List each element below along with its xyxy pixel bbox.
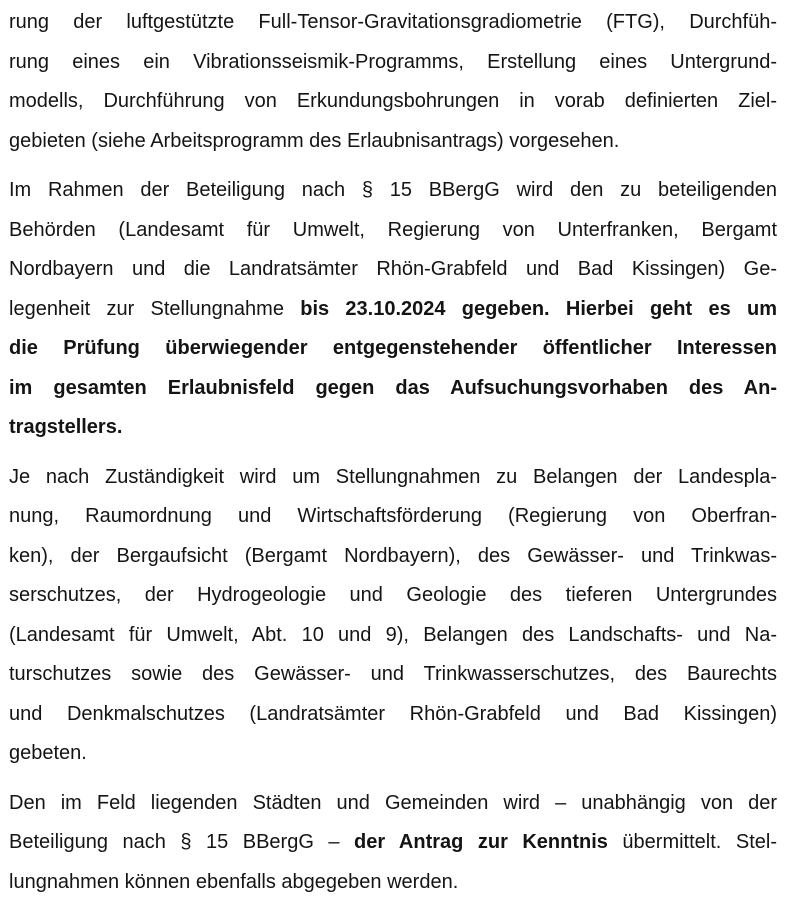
text-run: nung, Raumordnung und Wirtschaftsförderung (Regierung von Oberfran- <box>9 505 777 527</box>
text-line <box>9 863 777 903</box>
text-line <box>9 784 777 824</box>
text-line <box>9 211 777 251</box>
text-line <box>9 616 777 656</box>
text-line <box>9 458 777 498</box>
text-run: ken), der Bergaufsicht (Bergamt Nordbayern), des Gewässer- und Trinkwas- <box>9 544 777 567</box>
bold-text-run: im gesamten Erlaubnisfeld gegen das Aufsuchungsvorhaben des An- <box>9 376 777 399</box>
text-line <box>9 3 777 43</box>
paragraph <box>9 784 777 903</box>
text-line <box>9 250 777 290</box>
text-run: modells, Durchführung von Erkundungsbohrungen in vorab definierten Ziel- <box>9 90 777 112</box>
bold-text-run: der Antrag zur Kenntnis <box>354 831 608 853</box>
text-run: rung der luftgestützte Full-Tensor-Gravitationsgradiometrie (FTG), Durchfüh- <box>9 11 777 33</box>
text-run: Beteiligung nach § 15 BBergG – <box>9 831 355 853</box>
text-line <box>9 329 777 369</box>
text-line <box>9 122 777 162</box>
text-run: gebieten (siehe Arbeitsprogramm des Erlaubnisantrags) vorgesehen. <box>9 129 620 152</box>
text-run: turschutzes sowie des Gewässer- und Trinkwasserschutzes, des Baurechts <box>9 663 777 685</box>
text-line <box>9 290 777 330</box>
text-line <box>9 576 777 616</box>
paragraph <box>9 171 777 448</box>
text-run: gebeten. <box>9 742 87 764</box>
text-line <box>9 537 777 577</box>
text-run: (Landesamt für Umwelt, Abt. 10 und 9), Belangen des Landschafts- und Na- <box>9 623 777 646</box>
paragraph <box>9 3 777 161</box>
text-line <box>9 369 777 409</box>
document-body <box>9 3 777 902</box>
text-run: lungnahmen können ebenfalls abgegeben werden. <box>9 870 459 893</box>
text-run: Behörden (Landesamt für Umwelt, Regierung von Unterfranken, Bergamt <box>9 218 777 241</box>
text-run: Den im Feld liegenden Städten und Gemeinden wird – unabhängig von der <box>9 791 777 814</box>
text-run: Je nach Zuständigkeit wird um Stellungnahmen zu Belangen der Landespla- <box>9 465 777 488</box>
text-line <box>9 497 777 537</box>
text-run: Im Rahmen der Beteiligung nach § 15 BBergG wird den zu beteiligenden <box>9 179 777 201</box>
text-run: übermittelt. Stel- <box>607 831 777 853</box>
text-line <box>9 408 777 448</box>
text-run: und Denkmalschutzes (Landratsämter Rhön-Grabfeld und Bad Kissingen) <box>9 702 777 725</box>
text-line <box>9 43 777 83</box>
text-line <box>9 695 777 735</box>
bold-text-run: die Prüfung überwiegender entgegenstehender öffentlicher Interessen <box>9 337 777 359</box>
text-line <box>9 823 777 863</box>
paragraph <box>9 458 777 774</box>
text-run: Nordbayern und die Landratsämter Rhön-Grabfeld und Bad Kissingen) Ge- <box>9 258 777 280</box>
text-line <box>9 655 777 695</box>
text-run: serschutzes, der Hydrogeologie und Geologie des tieferen Untergrundes <box>9 584 777 606</box>
text-line <box>9 82 777 122</box>
bold-text-run: bis 23.10.2024 gegeben. Hierbei geht es um <box>300 297 777 320</box>
bold-text-run: tragstellers. <box>9 416 123 438</box>
text-line <box>9 171 777 211</box>
text-line <box>9 734 777 774</box>
text-run: rung eines ein Vibrationsseismik-Programms, Erstellung eines Untergrund- <box>9 50 777 73</box>
text-run: legenheit zur Stellungnahme <box>9 297 301 320</box>
